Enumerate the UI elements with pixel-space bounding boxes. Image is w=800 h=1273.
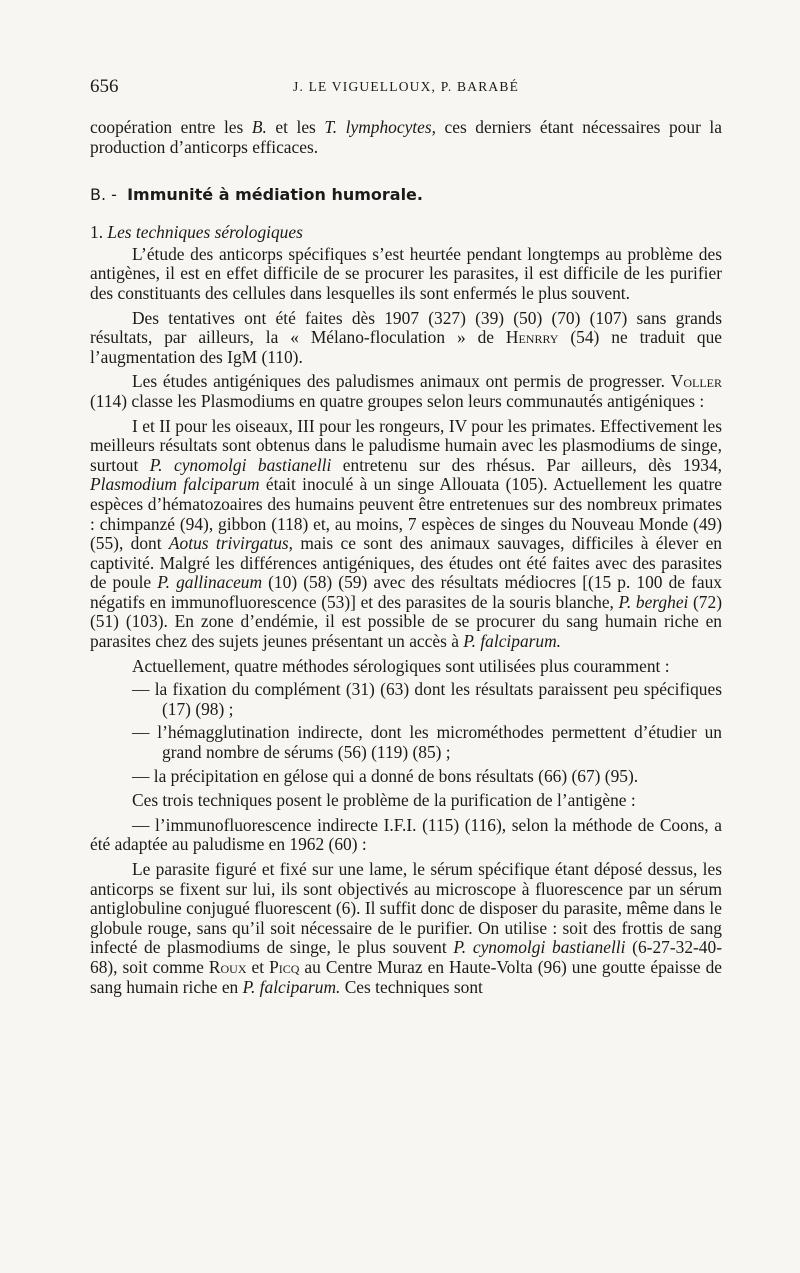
paragraph-methods: Actuellement, quatre méthodes sérologiques sont utilisées plus couramment : [132, 655, 670, 676]
paragraph-immunofluorescence: — l’immunofluorescence indirecte I.F.I. (115) (116), selon la méthode de Coons, a été adaptée au paludisme en 1962 (60) : [90, 814, 722, 855]
paragraph-parasite: Le parasite figuré et fixé sur une lame, le sérum spécifique étant déposé dessus, les anticorps se fixent sur lui, ils sont objectivés au microscope à fluorescence par un sérum antiglobuline conjugué fluorescent (6). Il suffit donc de disposer du parasite, même dans le globule rouge, sans qu’il soit nécessaire de le purifier. On utilise : soit des frottis de sang infecté de plasmodiums de singe, le plus souvent P. cynomolgi bastianelli (6-27-32-40-68), soit comme Roux et Picq au Centre Muraz en Haute-Volta (96) une goutte épaisse de sang humain riche en P. falciparum. Ces techniques sont [90, 859, 722, 997]
list-item-hemagglutination: — l’hémagglutination indirecte, dont les microméthodes permettent d’étudier un grand nombre de sérums (56) (119) (85) ; [132, 722, 722, 763]
list-item-precipitation: — la précipitation en gélose qui a donné de bons résultats (66) (67) (95). [132, 765, 639, 786]
paragraph-attempts: Des tentatives ont été faites dès 1907 (327) (39) (50) (70) (107) sans grands résultats, par ailleurs, la « Mélano-floculation » de Henrry (54) ne traduit que l’augmentation des IgM (110). [90, 307, 722, 367]
paragraph-groups: I et II pour les oiseaux, III pour les rongeurs, IV pour les primates. Effectivement les meilleurs résultats sont obtenus dans le paludisme humain avec les plasmodiums de singe, surtout P. cynomolgi bastianelli entretenu sur des rhésus. Par ailleurs, dès 1934, Plasmodium falciparum était inoculé à un singe Allouata (105). Actuellement les quatre espèces d’hématozoaires des humains peuvent être entretenues sur des nombreux primates : chimpanzé (94), gibbon (118) et, au moins, 7 espèces de singes du Nouveau Monde (49) (55), dont Aotus trivirgatus, mais ce sont des animaux sauvages, difficiles à élever en captivité. Malgré les différences antigéniques, des études ont été faites avec des parasites de poule P. gallinaceum (10) (58) (59) avec des résultats médiocres [(15 p. 100 de faux négatifs en immunofluorescence (53)] et des parasites de la souris blanche, P. berghei (72) (51) (103). En zone d’endémie, il est possible de se procurer du sang humain riche en parasites chez des sujets jeunes présentant un accès à P. falciparum. [90, 415, 723, 652]
page-number: 656 [90, 76, 119, 97]
paragraph-purification: Ces trois techniques posent le problème de la purification de l’antigène : [132, 790, 636, 811]
paragraph-continuation: coopération entre les B. et les T. lymphocytes, ces derniers étant nécessaires pour la production d’anticorps efficaces. [90, 117, 722, 157]
subsection-heading: 1. Les techniques sérologiques [90, 222, 303, 243]
body-text [90, 118, 722, 997]
section-heading: B. - Immunité à médiation humorale. [90, 185, 423, 205]
running-head: J. LE VIGUELLOUX, P. BARABÉ [292, 79, 520, 94]
paragraph-antibodies: L’étude des anticorps spécifiques s’est heurtée pendant longtemps au problème des antigènes, il est en effet difficile de se procurer les parasites, il est difficile de les purifier des constituants des cellules dans lesquelles ils sont enfermés le plus souvent. [90, 243, 722, 303]
paragraph-antigenic-studies: Les études antigéniques des paludismes animaux ont permis de progresser. Voller (114) classe les Plasmodiums en quatre groupes selon leurs communautés antigéniques : [90, 371, 722, 411]
page-header [90, 76, 722, 100]
list-item-complement: — la fixation du complément (31) (63) dont les résultats paraissent peu spécifiques (17) (98) ; [132, 679, 722, 719]
